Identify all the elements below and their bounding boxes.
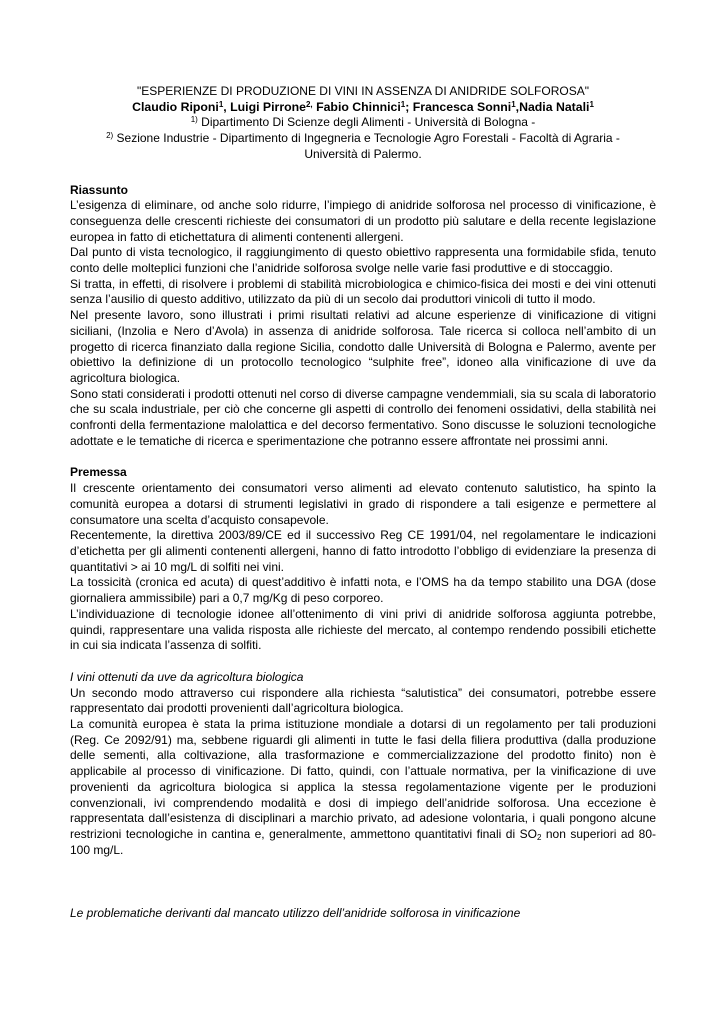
paper-title: "ESPERIENZE DI PRODUZIONE DI VINI IN ASSENZA DI ANIDRIDE SOLFOROSA" bbox=[137, 84, 589, 98]
paragraph: Si tratta, in effetti, di risolvere i problemi di stabilità microbiologica e chimico-fisica dei mosti e dei vini ottenuti senza l’ausilio di questo additivo, utilizzato da più di un secolo dai produttori vinicoli di tutto il modo. bbox=[70, 276, 656, 307]
author-separator: ; bbox=[405, 99, 413, 114]
author-list bbox=[70, 100, 656, 116]
section-problematiche bbox=[70, 906, 656, 922]
affiliation-2 bbox=[70, 131, 656, 147]
affiliation-mark: 2) bbox=[106, 131, 114, 141]
author-name: Fabio Chinnici bbox=[316, 99, 401, 114]
author-name: Nadia Natali bbox=[519, 99, 590, 114]
paragraph: Sono stati considerati i prodotti ottenuti nel corso di diverse campagne vendemmiali, sia su scala di laboratorio che su scala industriale, per ciò che concerne gli aspetti di controllo dei fenomeni ossidativi, della stabilità nei confronti della fermentazione malolattica e del decorso fermentativo. Sono discusse le soluzioni tecnologiche adottate e le tematiche di ricerca e sperimentazione che potranno essere affrontate nei prossimi anni. bbox=[70, 386, 656, 448]
author-separator: , bbox=[223, 99, 231, 114]
section-spacer bbox=[70, 654, 656, 670]
affiliation-2-continuation: Università di Palermo. bbox=[304, 146, 422, 161]
paragraph: Nel presente lavoro, sono illustrati i primi risultati relativi ad alcune esperienze di vinificazione di vitigni siciliani, (Inzolia e Nero d’Avola) in assenza di anidride solforosa. Tale ricerca si colloca nell’ambito di un progetto di ricerca finanziato dalla regione Sicilia, condotto dalle Università di Bologna e Palermo, avente per obiettivo la definizione di un protocollo tecnologico “sulphite free”, idoneo alla vinificazione di uve da agricoltura biologica. bbox=[70, 308, 656, 385]
section-heading: Riassunto bbox=[70, 182, 129, 197]
author-affiliation-mark: 1 bbox=[511, 99, 516, 109]
affiliation-text: Dipartimento Di Scienze degli Alimenti - Università di Bologna - bbox=[197, 115, 536, 130]
author-affiliation-mark: 1 bbox=[589, 99, 594, 109]
section-spacer bbox=[70, 858, 656, 906]
paper-header bbox=[70, 84, 656, 163]
subsection-heading: I vini ottenuti da uve da agricoltura biologica bbox=[70, 669, 304, 684]
subsection-heading: Le problematiche derivanti dal mancato utilizzo dell’anidride solforosa in vinificazione bbox=[70, 906, 521, 921]
chemical-subscript: 2 bbox=[536, 832, 542, 842]
author-affiliation-mark: 1 bbox=[218, 99, 224, 109]
paragraph-text-tail: non superiori ad 80-100 mg/L. bbox=[70, 826, 656, 857]
paragraph: Un secondo modo attraverso cui rispondere alla richiesta “salutistica” dei consumatori, potrebbe essere rappresentato dai prodotti provenienti dall’agricoltura biologica. bbox=[70, 685, 656, 716]
paragraph: Dal punto di vista tecnologico, il raggiungimento di questo obiettivo rappresenta una formidabile sfida, tenuto conto delle molteplici funzioni che l’anidride solforosa svolge nelle varie fasi produttive e di stoccaggio. bbox=[70, 245, 656, 276]
author-name: Luigi Pirrone bbox=[230, 99, 306, 114]
affiliation-1 bbox=[70, 115, 656, 131]
affiliation-text: Sezione Industrie - Dipartimento di Ingegneria e Tecnologie Agro Forestali - Facoltà di Agraria - bbox=[113, 131, 620, 146]
paragraph: La tossicità (cronica ed acuta) di quest’additivo è infatti nota, e l’OMS ha da tempo stabilito una DGA (dose giornaliera ammissibile) pari a 0,7 mg/Kg di peso corporeo. bbox=[70, 575, 656, 606]
author-affiliation-mark: 2, bbox=[305, 99, 313, 109]
paragraph bbox=[70, 717, 656, 858]
author-affiliation-mark: 1 bbox=[400, 99, 406, 109]
author-separator: , bbox=[515, 99, 520, 114]
section-heading: Premessa bbox=[70, 465, 127, 480]
document-page bbox=[70, 84, 656, 922]
section-agricoltura-biologica bbox=[70, 670, 656, 858]
paragraph: Recentemente, la direttiva 2003/89/CE ed il successivo Reg CE 1991/04, nel regolamentare le indicazioni d’etichetta per gli alimenti contenenti allergeni, hanno di fatto introdotto l’obbligo di evidenziare la presenza di quantitativi > ai 10 mg/L di solfiti nei vini. bbox=[70, 528, 656, 574]
paragraph-text: La comunità europea è stata la prima istituzione mondiale a dotarsi di un regolamento per tali produzioni (Reg. Ce 2092/91) ma, sebbene riguardi gli alimenti in tutte le fasi della filiera produttiva (dalla produzione delle sementi, alla coltivazione, alla trasformazione e commercializzazione del prodotto finito) non è applicabile al processo di vinificazione. Di fatto, quindi, con l’attuale normativa, per la vinificazione di uve provenienti da agricoltura biologica si applica la stessa regolamentazione vigente per le produzioni convenzionali, ivi comprendendo modalità e dosi di impiego dell’anidride solforosa. Una eccezione è rappresentata dall’esistenza di disciplinari a marchio privato, ad adesione volontaria, i quali pongono alcune restrizioni tecnologiche in cantina e, generalmente, ammettono quantitativi finali di SO bbox=[70, 717, 656, 841]
paragraph: Il crescente orientamento dei consumatori verso alimenti ad elevato contenuto salutistico, ha spinto la comunità europea a dotarsi di strumenti legislativi in grado di rispondere a tali esigenze e permettere al consumatore una scelta d’acquisto consapevole. bbox=[70, 481, 656, 527]
paragraph: L’individuazione di tecnologie idonee all’ottenimento di vini privi di anidride solforosa aggiunta potrebbe, quindi, rappresentare una valida risposta alle richieste del mercato, al contempo rendendo possibili etichette in cui sia indicata l’assenza di solfiti. bbox=[70, 606, 656, 653]
section-riassunto bbox=[70, 183, 656, 450]
affiliation-mark: 1) bbox=[190, 115, 198, 125]
paragraph: L’esigenza di eliminare, od anche solo ridurre, l’impiego di anidride solforosa nel processo di vinificazione, è conseguenza delle crescenti richieste dei consumatori di un prodotto più salutare e della recente legislazione europea in fatto di etichettatura di alimenti contenenti allergeni. bbox=[70, 198, 656, 244]
author-name: Claudio Riponi bbox=[132, 99, 219, 114]
author-name: Francesca Sonni bbox=[412, 99, 512, 114]
section-premessa bbox=[70, 465, 656, 653]
section-spacer bbox=[70, 449, 656, 465]
